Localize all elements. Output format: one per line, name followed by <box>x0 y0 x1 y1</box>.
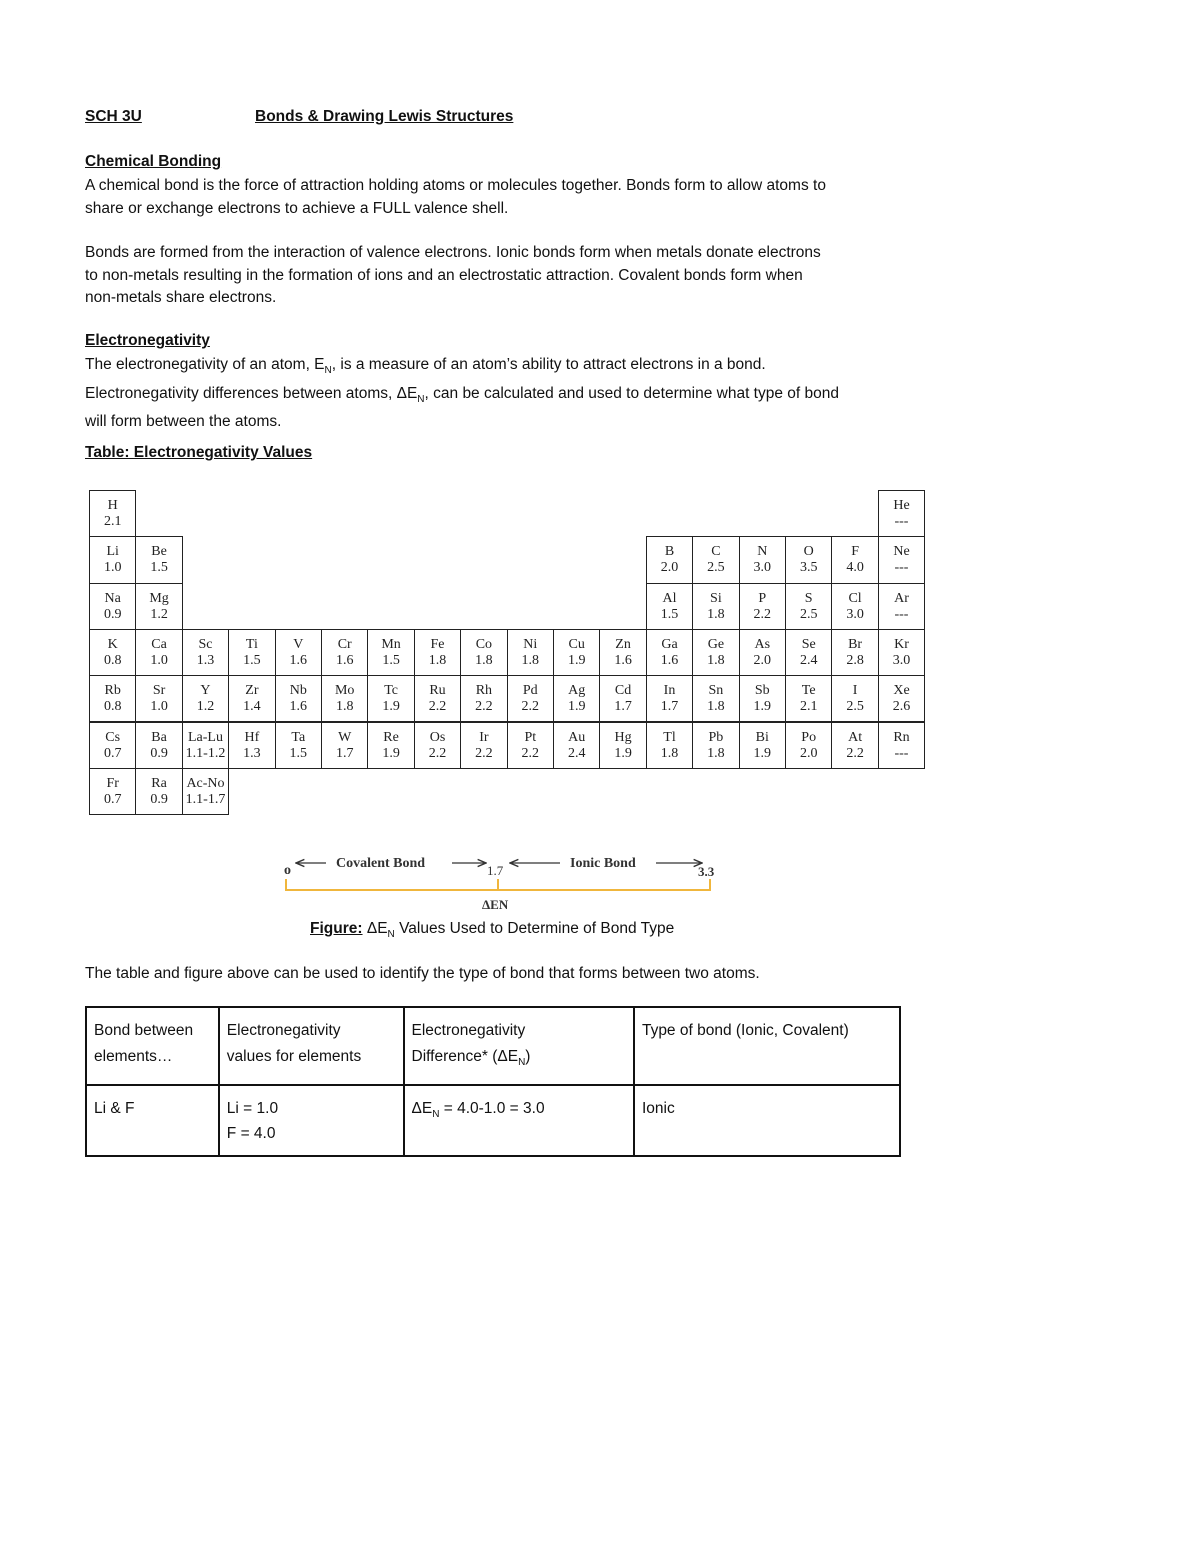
element-cell-nb <box>275 675 322 722</box>
element-cell-al <box>646 583 693 630</box>
element-cell-kr <box>878 629 925 676</box>
element-symbol: Cd <box>614 683 632 699</box>
element-symbol: Rh <box>475 683 493 699</box>
element-cell-h <box>89 490 136 537</box>
element-electronegativity: 1.9 <box>614 745 632 761</box>
element-symbol: Na <box>104 590 121 606</box>
scale-mid-label: 1.7 <box>487 863 504 878</box>
element-electronegativity: 2.1 <box>103 514 122 529</box>
element-cell-ar <box>878 583 925 630</box>
text-line: The electronegativity of an atom, $E_N$, is a measure of an atom’s ability to attract electrons in a bond. <box>85 356 766 376</box>
element-electronegativity: 1.2 <box>196 699 215 715</box>
element-electronegativity: 4.0 <box>846 560 864 576</box>
element-cell-w <box>321 722 368 769</box>
element-electronegativity: 1.4 <box>243 699 261 715</box>
element-cell-ba <box>135 722 182 769</box>
element-cell-os <box>414 722 461 769</box>
element-symbol: K <box>107 636 118 652</box>
element-symbol: Be <box>151 544 167 560</box>
element-cell-co <box>460 629 507 676</box>
element-electronegativity: 3.5 <box>799 560 818 576</box>
element-cell-mo <box>321 675 368 722</box>
element-symbol: Y <box>200 683 211 699</box>
element-cell-at <box>831 722 878 769</box>
element-symbol: Ne <box>893 544 910 560</box>
text-line: Electronegativity differences between atoms, $\Delta E_N$, can be calculated and used to determine what type of bond <box>85 384 840 405</box>
element-symbol: Hg <box>614 729 632 745</box>
element-cell-mn <box>367 629 414 676</box>
element-cell-zn <box>599 629 646 676</box>
element-electronegativity: 1.0 <box>150 652 168 668</box>
element-cell-s <box>785 583 832 630</box>
element-symbol: S <box>804 590 813 606</box>
element-cell-ge <box>692 629 739 676</box>
table-cell: Li = 1.0 F = 4.0 <box>219 1085 404 1156</box>
element-electronegativity: 1.8 <box>707 745 725 761</box>
element-electronegativity: 0.9 <box>150 745 168 761</box>
element-electronegativity: 1.9 <box>382 699 400 715</box>
element-electronegativity: 1.8 <box>660 745 679 761</box>
electronegativity-paragraph <box>85 354 935 434</box>
element-symbol: B <box>664 544 675 560</box>
element-electronegativity: 1.9 <box>753 699 772 715</box>
element-electronegativity: 2.4 <box>799 652 818 668</box>
element-electronegativity: 0.9 <box>150 791 168 807</box>
element-electronegativity: 1.0 <box>150 699 168 715</box>
element-electronegativity: 1.3 <box>196 652 215 668</box>
element-electronegativity: 2.2 <box>846 745 864 761</box>
element-cell-fe <box>414 629 461 676</box>
element-cell-cs <box>89 722 136 769</box>
element-symbol: N <box>757 544 768 560</box>
ionic-bond-label: Ionic Bond <box>570 856 636 871</box>
element-cell-sr <box>135 675 182 722</box>
element-cell-na <box>89 583 136 630</box>
element-symbol: Ba <box>151 729 167 745</box>
element-symbol: O <box>803 544 814 560</box>
element-electronegativity: 1.9 <box>753 745 772 761</box>
element-symbol: In <box>663 683 676 699</box>
heading-chemical-bonding: Chemical Bonding <box>85 153 222 170</box>
element-cell-la-lu <box>182 722 229 769</box>
text-line: non-metals share electrons. <box>85 289 277 306</box>
element-cell-as <box>739 629 786 676</box>
element-electronegativity: 1.9 <box>567 699 586 715</box>
after-figure-text: The table and figure above can be used to identify the type of bond that forms between two atoms. <box>85 965 760 982</box>
element-electronegativity: 2.2 <box>428 699 447 715</box>
element-symbol: Po <box>801 729 817 745</box>
element-electronegativity: 2.2 <box>428 745 447 761</box>
element-symbol: Cu <box>568 636 585 652</box>
element-symbol: Ru <box>429 683 446 699</box>
element-symbol: Ac-No <box>186 775 225 791</box>
element-electronegativity: 1.6 <box>614 652 632 668</box>
element-symbol: Zn <box>615 636 631 652</box>
element-electronegativity: 1.0 <box>103 560 122 576</box>
element-electronegativity: 2.4 <box>567 745 586 761</box>
element-symbol: Pd <box>522 683 538 699</box>
element-electronegativity: 1.8 <box>707 606 725 622</box>
element-cell-se <box>785 629 832 676</box>
element-cell-ta <box>275 722 322 769</box>
element-electronegativity: 1.7 <box>335 745 354 761</box>
element-cell-o <box>785 536 832 583</box>
bond-type-figure <box>270 848 740 916</box>
element-electronegativity: 1.7 <box>660 699 679 715</box>
element-electronegativity: 2.2 <box>475 745 493 761</box>
table-row <box>86 1085 900 1156</box>
element-cell-ne <box>878 536 925 583</box>
element-cell-cd <box>599 675 646 722</box>
element-electronegativity: --- <box>894 560 909 576</box>
element-electronegativity: 1.6 <box>335 652 354 668</box>
element-cell-rh <box>460 675 507 722</box>
element-symbol: Pt <box>524 729 537 745</box>
element-electronegativity: 1.5 <box>243 652 261 668</box>
element-cell-pt <box>507 722 554 769</box>
axis-label: ΔEN <box>482 897 509 912</box>
element-symbol: Tc <box>384 683 398 699</box>
element-cell-ag <box>553 675 600 722</box>
element-electronegativity: 3.0 <box>846 606 864 622</box>
element-electronegativity: 0.7 <box>103 745 122 761</box>
element-electronegativity: 1.9 <box>382 745 400 761</box>
element-symbol: Ar <box>894 590 909 606</box>
table-cell: Ionic <box>634 1085 900 1156</box>
element-electronegativity: 0.9 <box>103 606 122 622</box>
element-electronegativity: 0.7 <box>103 791 122 807</box>
element-cell-fr <box>89 768 136 815</box>
bond-table <box>85 1006 901 1157</box>
element-electronegativity: 1.5 <box>150 560 168 576</box>
element-symbol: Ni <box>523 636 538 652</box>
element-symbol: Co <box>475 636 493 652</box>
element-cell-y <box>182 675 229 722</box>
page-title: Bonds & Drawing Lewis Structures <box>255 108 514 125</box>
element-cell-tl <box>646 722 693 769</box>
text-line: A chemical bond is the force of attraction holding atoms or molecules together. Bonds form to allow atoms to <box>85 177 826 194</box>
course-code: SCH 3U <box>85 108 142 125</box>
table-caption: Table: Electronegativity Values <box>85 444 313 461</box>
element-cell-rn <box>878 722 925 769</box>
element-cell-tc <box>367 675 414 722</box>
element-symbol: Au <box>568 729 586 745</box>
element-cell-be <box>135 536 182 583</box>
element-electronegativity: 1.8 <box>475 652 493 668</box>
element-symbol: Ta <box>291 729 306 745</box>
element-electronegativity: 1.1-1.7 <box>185 791 226 807</box>
element-symbol: Xe <box>893 683 910 699</box>
element-electronegativity: 0.8 <box>103 652 122 668</box>
element-electronegativity: 1.2 <box>150 606 168 622</box>
scale-bracket <box>286 879 710 890</box>
element-cell-zr <box>228 675 275 722</box>
element-symbol: Bi <box>755 729 769 745</box>
element-symbol: He <box>893 498 910 513</box>
element-symbol: Sr <box>152 683 166 699</box>
scale-start-label: o <box>284 863 291 878</box>
element-cell-au <box>553 722 600 769</box>
element-cell-si <box>692 583 739 630</box>
element-cell-sb <box>739 675 786 722</box>
element-cell-p <box>739 583 786 630</box>
element-electronegativity: 1.8 <box>521 652 540 668</box>
element-symbol: Os <box>429 729 446 745</box>
element-symbol: Cs <box>105 729 121 745</box>
element-electronegativity: 2.5 <box>799 606 818 622</box>
element-cell-f <box>831 536 878 583</box>
element-cell-cu <box>553 629 600 676</box>
element-cell-ti <box>228 629 275 676</box>
element-electronegativity: --- <box>894 514 909 529</box>
element-cell-c <box>692 536 739 583</box>
table-cell: Li & F <box>86 1085 219 1156</box>
element-cell-mg <box>135 583 182 630</box>
element-cell-pb <box>692 722 739 769</box>
element-electronegativity: 2.1 <box>799 699 818 715</box>
element-cell-v <box>275 629 322 676</box>
element-electronegativity: 1.1-1.2 <box>185 745 226 761</box>
element-symbol: La-Lu <box>188 729 223 745</box>
element-symbol: Cr <box>337 636 352 652</box>
element-cell-rb <box>89 675 136 722</box>
element-symbol: Te <box>801 683 816 699</box>
element-electronegativity: --- <box>894 606 909 622</box>
element-electronegativity: 1.6 <box>289 699 308 715</box>
element-symbol: C <box>711 544 721 560</box>
element-electronegativity: 1.5 <box>289 745 308 761</box>
element-electronegativity: 1.8 <box>707 699 725 715</box>
element-electronegativity: 1.5 <box>382 652 400 668</box>
header-cell: Type of bond (Ionic, Covalent) <box>634 1007 900 1085</box>
element-cell-cr <box>321 629 368 676</box>
element-symbol: Fe <box>430 636 445 652</box>
element-symbol: Si <box>710 590 722 606</box>
element-electronegativity: 2.8 <box>846 652 864 668</box>
element-symbol: V <box>293 636 304 652</box>
element-cell-b <box>646 536 693 583</box>
element-electronegativity: 0.8 <box>103 699 122 715</box>
element-electronegativity: 1.3 <box>243 745 261 761</box>
element-symbol: Sb <box>754 683 770 699</box>
bonding-paragraph-1 <box>85 175 935 220</box>
header-cell: Bond between elements… <box>86 1007 219 1085</box>
element-symbol: Tl <box>663 729 676 745</box>
element-symbol: Mn <box>381 636 401 652</box>
element-electronegativity: 3.0 <box>892 652 911 668</box>
element-cell-hg <box>599 722 646 769</box>
element-symbol: Rn <box>893 729 910 745</box>
periodic-table <box>89 490 925 816</box>
element-electronegativity: 1.7 <box>614 699 632 715</box>
element-cell-ru <box>414 675 461 722</box>
element-cell-po <box>785 722 832 769</box>
element-symbol: Kr <box>894 636 909 652</box>
text-line: share or exchange electrons to achieve a FULL valence shell. <box>85 199 509 217</box>
covalent-bond-label: Covalent Bond <box>336 856 426 871</box>
scale-end-label: 3.3 <box>698 864 715 879</box>
element-cell-pd <box>507 675 554 722</box>
element-symbol: Ca <box>151 636 167 652</box>
element-symbol: Se <box>801 636 816 652</box>
element-cell-k <box>89 629 136 676</box>
element-electronegativity: 3.0 <box>753 560 772 576</box>
element-symbol: I <box>852 683 858 699</box>
element-electronegativity: 2.5 <box>846 699 864 715</box>
element-symbol: Sn <box>708 683 724 699</box>
element-symbol: Zr <box>245 683 259 699</box>
element-electronegativity: 2.0 <box>799 745 818 761</box>
element-cell-bi <box>739 722 786 769</box>
element-symbol: Ra <box>151 775 167 791</box>
element-cell-re <box>367 722 414 769</box>
element-symbol: Rb <box>104 683 121 699</box>
text-line: Bonds are formed from the interaction of valence electrons. Ionic bonds form when metals donate electrons <box>85 244 821 261</box>
table-header-row <box>86 1007 900 1085</box>
text-line: to non-metals resulting in the formation of ions and an electrostatic attraction. Covalent bonds form when <box>85 266 803 284</box>
element-cell-xe <box>878 675 925 722</box>
element-electronegativity: --- <box>894 745 909 761</box>
element-symbol: P <box>758 590 767 606</box>
element-electronegativity: 1.6 <box>660 652 679 668</box>
element-symbol: Li <box>106 544 119 560</box>
element-symbol: Ga <box>661 636 678 652</box>
element-symbol: F <box>851 544 859 560</box>
element-symbol: Fr <box>106 775 119 791</box>
table-cell: $\Delta E_N = 4.0-1.0 = 3.0$ <box>404 1085 634 1156</box>
element-symbol: Cl <box>848 590 862 606</box>
element-electronegativity: 2.2 <box>753 606 772 622</box>
element-cell-he <box>878 490 925 537</box>
element-cell-ra <box>135 768 182 815</box>
element-symbol: Ti <box>245 636 258 652</box>
element-cell-in <box>646 675 693 722</box>
element-electronegativity: 2.0 <box>660 560 679 576</box>
element-symbol: Sc <box>198 636 213 652</box>
element-electronegativity: 2.2 <box>475 699 493 715</box>
figure-caption: Figure: $\Delta E_N$ Values Used to Determine of Bond Type <box>310 920 675 940</box>
element-cell-hf <box>228 722 275 769</box>
element-symbol: Re <box>383 729 399 745</box>
element-symbol: H <box>107 498 118 513</box>
element-cell-cl <box>831 583 878 630</box>
text-line: will form between the atoms. <box>85 413 282 430</box>
element-symbol: Hf <box>244 729 260 745</box>
element-cell-li <box>89 536 136 583</box>
element-electronegativity: 2.0 <box>753 652 772 668</box>
element-electronegativity: 1.8 <box>428 652 447 668</box>
element-electronegativity: 2.2 <box>521 745 540 761</box>
element-symbol: Ge <box>707 636 725 652</box>
element-electronegativity: 2.6 <box>892 699 911 715</box>
heading-electronegativity: Electronegativity <box>85 332 210 349</box>
element-cell-ni <box>507 629 554 676</box>
element-cell-br <box>831 629 878 676</box>
element-cell-ca <box>135 629 182 676</box>
bonding-paragraph-2 <box>85 242 935 310</box>
element-symbol: Pb <box>708 729 724 745</box>
element-electronegativity: 1.8 <box>335 699 354 715</box>
element-cell-i <box>831 675 878 722</box>
element-cell-n <box>739 536 786 583</box>
element-electronegativity: 2.2 <box>521 699 540 715</box>
element-symbol: At <box>848 729 863 745</box>
header-cell: Electronegativity values for elements <box>219 1007 404 1085</box>
element-cell-sc <box>182 629 229 676</box>
element-electronegativity: 2.5 <box>707 560 725 576</box>
element-symbol: Mg <box>149 590 169 606</box>
element-electronegativity: 1.8 <box>707 652 725 668</box>
element-electronegativity: 1.9 <box>567 652 586 668</box>
header-cell: Electronegativity Difference* $(\Delta E_N)$ <box>404 1007 634 1085</box>
element-cell-ir <box>460 722 507 769</box>
element-cell-sn <box>692 675 739 722</box>
element-symbol: Mo <box>334 683 355 699</box>
element-symbol: W <box>338 729 352 745</box>
element-symbol: As <box>754 636 771 652</box>
element-symbol: Nb <box>289 683 307 699</box>
element-symbol: Al <box>662 590 677 606</box>
element-symbol: Br <box>848 636 863 652</box>
element-cell-te <box>785 675 832 722</box>
element-cell-ac-no <box>182 768 229 815</box>
element-electronegativity: 1.6 <box>289 652 308 668</box>
element-symbol: Ir <box>479 729 489 745</box>
element-electronegativity: 1.5 <box>660 606 679 622</box>
element-symbol: Ag <box>568 683 586 699</box>
element-cell-ga <box>646 629 693 676</box>
